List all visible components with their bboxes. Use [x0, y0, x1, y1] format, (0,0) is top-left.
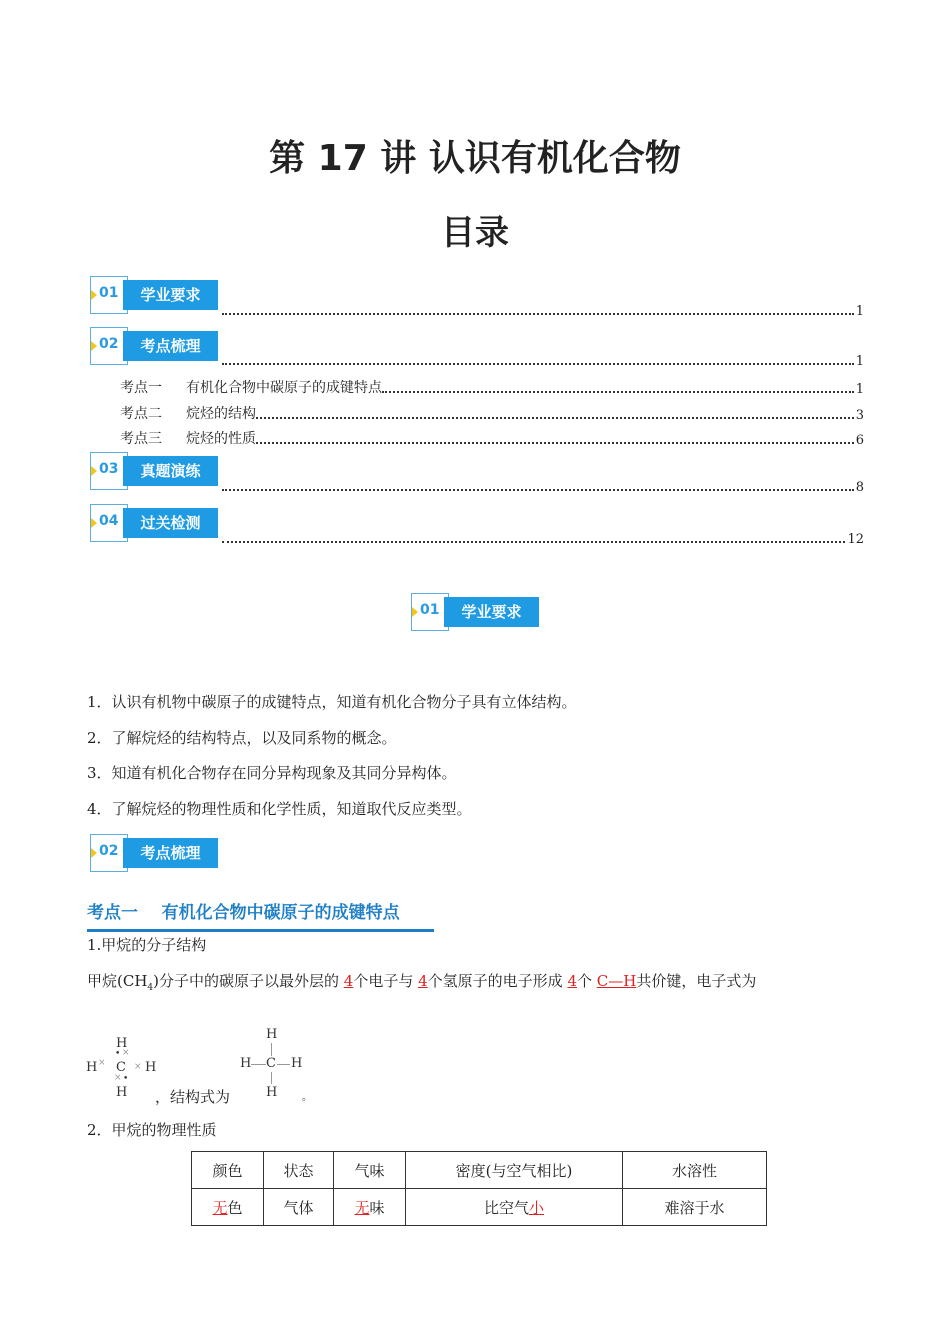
- structural-label: ，结构式为: [155, 1088, 231, 1106]
- toc-badge-04[interactable]: 04 过关检测: [90, 504, 220, 542]
- toc-entry[interactable]: 1: [222, 354, 864, 369]
- arrow-icon: [412, 607, 418, 617]
- requirement-item: 1．认识有机物中碳原子的成键特点，知道有机化合物分子具有立体结构。: [87, 693, 577, 711]
- requirement-item: 3．知道有机化合物存在同分异构现象及其同分异构体。: [87, 764, 457, 782]
- section-badge-02: 02 考点梳理: [90, 834, 220, 872]
- arrow-icon: [91, 466, 97, 476]
- toc-entry[interactable]: 8: [222, 480, 864, 495]
- toc-entry[interactable]: 1: [222, 304, 864, 319]
- toc-heading: 目录: [441, 213, 509, 253]
- period: 。: [302, 1092, 312, 1103]
- page-title: 第 17 讲 认识有机化合物: [269, 138, 681, 179]
- table-row: 无色 气体 无味 比空气小 难溶于水: [192, 1189, 767, 1226]
- requirement-item: 2．了解烷烃的结构特点，以及同系物的概念。: [87, 729, 397, 747]
- toc-sub-entry[interactable]: 考点二 烷烃的结构 3: [120, 406, 864, 423]
- toc-sub-entry[interactable]: 考点三 烷烃的性质 6: [120, 431, 864, 448]
- toc-entry[interactable]: 12: [222, 532, 864, 547]
- requirement-item: 4．了解烷烃的物理性质和化学性质，知道取代反应类型。: [87, 800, 472, 818]
- paragraph: 甲烷$(CH_4)$分子中的碳原子以最外层的 4个电子与 4个氢原子的电子形成 4个 C—H共价键，电子式为: [87, 972, 757, 993]
- properties-table: [191, 1151, 767, 1226]
- toc-sub-entry[interactable]: 考点一 有机化合物中碳原子的成键特点 1: [120, 380, 864, 397]
- section-heading: 考点一 有机化合物中碳原子的成键特点: [87, 898, 434, 932]
- toc-badge-03[interactable]: 03 真题演练: [90, 452, 220, 490]
- arrow-icon: [91, 848, 97, 858]
- toc-badge-01[interactable]: 01 学业要求: [90, 276, 220, 314]
- structural-formula-image: H H C H H: [240, 1027, 303, 1100]
- table-header-row: 颜色 状态 气味 密度(与空气相比) 水溶性: [192, 1152, 767, 1189]
- arrow-icon: [91, 290, 97, 300]
- arrow-icon: [91, 341, 97, 351]
- subheading: 1.甲烷的分子结构: [87, 936, 207, 954]
- subheading: 2．甲烷的物理性质: [87, 1121, 217, 1139]
- arrow-icon: [91, 518, 97, 528]
- electron-formula-image: H H × C • × × H × • H: [86, 1036, 157, 1100]
- toc-badge-02[interactable]: 02 考点梳理: [90, 327, 220, 365]
- section-badge-01: 01 学业要求: [411, 593, 541, 631]
